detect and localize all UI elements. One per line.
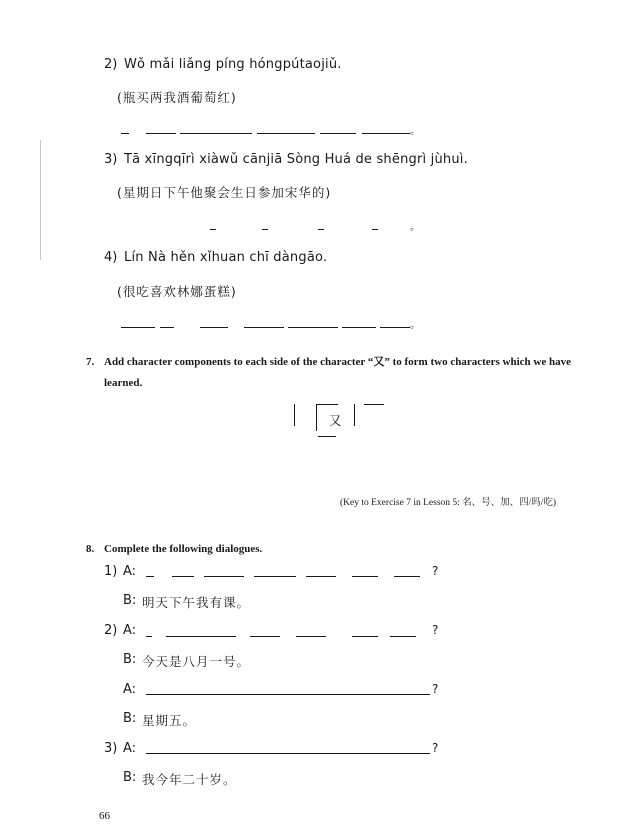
- speaker-b-reply: 今天是八月一号。: [142, 654, 251, 669]
- question-mark: ?: [432, 564, 439, 578]
- pinyin-sentence: Wǒ mǎi liǎng píng hóngpútaojiǔ.: [124, 57, 342, 72]
- item-number: 3): [104, 152, 118, 167]
- speaker-b-label: B:: [123, 652, 137, 667]
- character-hint: (很吃喜欢林娜蛋糕): [117, 284, 237, 299]
- speaker-b-label: B:: [123, 711, 137, 726]
- question-mark: ?: [432, 623, 439, 637]
- speaker-b-reply: 明天下午我有课。: [142, 595, 251, 610]
- speaker-a-label: A:: [123, 741, 137, 756]
- dialogue-number: 3): [104, 741, 118, 756]
- item-number: 4): [104, 250, 118, 265]
- sentence-end-mark: 。: [410, 222, 420, 233]
- exercise-8-number: 8.: [86, 543, 95, 555]
- question-mark: ?: [432, 682, 439, 696]
- speaker-a-label: A:: [123, 682, 137, 697]
- exercise-7-instruction: Add character components to each side of the character “又” to form two characters which we have learned.: [104, 356, 571, 389]
- sentence-end-mark: 。: [410, 320, 420, 331]
- exercise-7-number: 7.: [86, 356, 95, 368]
- speaker-b-reply: 星期五。: [142, 713, 197, 728]
- pinyin-sentence: Lín Nà hěn xǐhuan chī dàngāo.: [124, 250, 328, 265]
- speaker-b-reply: 我今年二十岁。: [142, 772, 237, 787]
- answer-key-note: (Key to Exercise 7 in Lesson 5: 名、号、加、四/吗/吃): [340, 498, 557, 508]
- scan-edge: [40, 140, 41, 260]
- speaker-a-label: A:: [123, 623, 137, 638]
- dialogue-number: 2): [104, 623, 118, 638]
- pinyin-sentence: Tā xīngqīrì xiàwǔ cānjiā Sòng Huá de shēngrì jùhuì.: [124, 152, 468, 167]
- item-number: 2): [104, 57, 118, 72]
- question-mark: ?: [432, 741, 439, 755]
- speaker-b-label: B:: [123, 593, 137, 608]
- dialogue-number: 1): [104, 564, 118, 579]
- speaker-a-label: A:: [123, 564, 137, 579]
- exercise-8-instruction: Complete the following dialogues.: [104, 543, 263, 555]
- page-number: 66: [99, 810, 110, 822]
- sentence-end-mark: 。: [410, 126, 420, 137]
- target-character: 又: [329, 413, 343, 428]
- character-hint: (星期日下午他聚会生日参加宋华的): [117, 185, 332, 200]
- character-hint: (瓶买两我酒葡萄红): [117, 90, 237, 105]
- speaker-b-label: B:: [123, 770, 137, 785]
